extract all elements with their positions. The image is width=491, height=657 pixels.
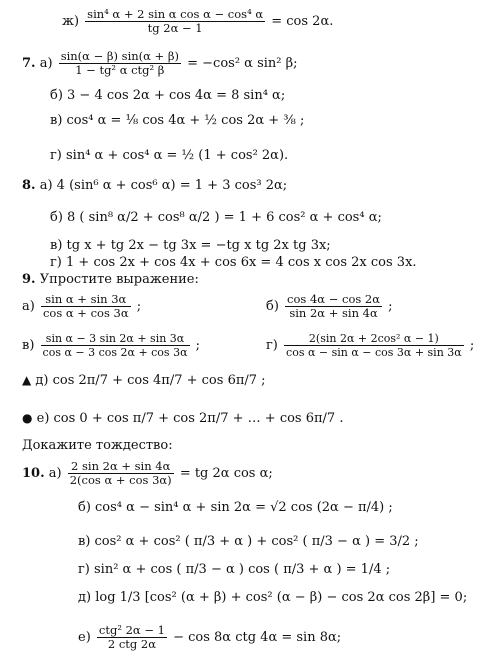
item-label: а) xyxy=(48,466,62,481)
line-9g xyxy=(266,332,474,359)
fraction xyxy=(41,332,190,359)
fraction xyxy=(68,460,174,487)
line-10e xyxy=(78,624,341,651)
line-9 xyxy=(22,272,199,288)
problem-number: 9. xyxy=(22,272,36,287)
numerator: sin α + sin 3α xyxy=(41,293,131,307)
line-8b: б) 8 ( sin⁸ α/2 + cos⁸ α/2 ) = 1 + 6 cos² α + cos⁴ α; xyxy=(50,210,382,225)
line-zh xyxy=(62,8,333,35)
numerator: ctg² 2α − 1 xyxy=(98,623,165,637)
denominator: 2 ctg 2α xyxy=(107,637,156,651)
task-statement: Упростите выражение: xyxy=(39,272,199,287)
fraction xyxy=(59,50,181,77)
denominator: cos α − sin α − cos 3α + sin 3α xyxy=(286,346,462,359)
denominator: cos α − 3 cos 2α + cos 3α xyxy=(42,346,188,359)
problem-number: 10. xyxy=(22,466,45,481)
line-10d: д) log 1/3 [cos² (α + β) + cos² (α − β) − cos 2α cos 2β] = 0; xyxy=(78,590,468,605)
item-label: в) xyxy=(22,338,35,353)
punctuation: ; xyxy=(136,299,142,314)
fraction xyxy=(97,624,167,651)
numerator: sin α − 3 sin 2α + sin 3α xyxy=(41,332,190,346)
line-9v xyxy=(22,332,200,359)
denominator: tg 2α − 1 xyxy=(147,21,203,35)
denominator: sin 2α + sin 4α xyxy=(289,306,378,320)
line-8g: г) 1 + cos 2x + cos 4x + cos 6x = 4 cos x cos 2x cos 3x. xyxy=(50,255,417,270)
equation: а) 4 (sin⁶ α + cos⁶ α) = 1 + 3 cos³ 2α; xyxy=(39,178,288,193)
line-9a xyxy=(22,293,141,320)
equation-rhs: = tg 2α cos α; xyxy=(179,466,273,481)
line-8v: в) tg x + tg 2x − tg 3x = −tg x tg 2x tg 3x; xyxy=(50,238,331,253)
numerator: cos 4α − cos 2α xyxy=(287,292,381,306)
fraction xyxy=(85,8,265,35)
fraction xyxy=(41,293,131,320)
bullet-marker-icon: ● xyxy=(22,411,33,425)
punctuation: ; xyxy=(469,338,475,353)
numerator: sin(α − β) sin(α + β) xyxy=(60,49,179,63)
punctuation: ; xyxy=(388,299,393,314)
numerator: sin⁴ α + 2 sin α cos α − cos⁴ α xyxy=(87,7,264,21)
line-7v: в) cos⁴ α = ⅛ cos 4α + ½ cos 2α + ⅜ ; xyxy=(50,113,305,128)
problem-number: 8. xyxy=(22,178,36,193)
denominator: cos α + cos 3α xyxy=(42,306,129,320)
expression: д) cos 2π/7 + cos 4π/7 + cos 6π/7 ; xyxy=(35,373,266,388)
expression: е) cos 0 + cos π/7 + cos 2π/7 + … + cos 6π/7 . xyxy=(36,411,344,426)
line-10g: г) sin² α + cos ( π/3 − α ) cos ( π/3 + α ) = 1/4 ; xyxy=(78,562,391,577)
item-label: е) xyxy=(78,630,91,645)
problem-number: 7. xyxy=(22,56,36,71)
item-label: б) xyxy=(266,299,279,314)
prove-heading: Докажите тождество: xyxy=(22,438,173,453)
line-7g: г) sin⁴ α + cos⁴ α = ½ (1 + cos² 2α). xyxy=(50,148,289,163)
fraction xyxy=(285,293,382,320)
fraction xyxy=(284,332,464,359)
line-7a xyxy=(22,50,298,77)
item-label: а) xyxy=(39,56,53,71)
equation-rhs: − cos 8α ctg 4α = sin 8α; xyxy=(173,630,342,645)
numerator: 2(sin 2α + 2cos² α − 1) xyxy=(284,332,464,346)
line-9e xyxy=(22,410,343,427)
line-10a xyxy=(22,460,273,487)
line-9d xyxy=(22,372,266,389)
equation-rhs: = −cos² α sin² β; xyxy=(187,56,298,71)
numerator: 2 sin 2α + sin 4α xyxy=(68,460,174,474)
item-label: ж) xyxy=(62,14,80,29)
line-7b: б) 3 − 4 cos 2α + cos 4α = 8 sin⁴ α; xyxy=(50,88,286,103)
equation-rhs: = cos 2α. xyxy=(271,14,334,29)
denominator: 2(cos α + cos 3α) xyxy=(69,473,172,487)
line-10v: в) cos² α + cos² ( π/3 + α ) + cos² ( π/3 − α ) = 3/2 ; xyxy=(78,534,419,549)
triangle-marker-icon: ▲ xyxy=(22,373,32,387)
line-9b xyxy=(266,293,393,320)
punctuation: ; xyxy=(195,338,201,353)
line-8a xyxy=(22,178,287,194)
denominator: 1 − tg² α ctg² β xyxy=(75,63,165,77)
line-10b: б) cos⁴ α − sin⁴ α + sin 2α = √2 cos (2α − π/4) ; xyxy=(78,500,393,515)
item-label: а) xyxy=(22,299,35,314)
item-label: г) xyxy=(266,338,278,353)
